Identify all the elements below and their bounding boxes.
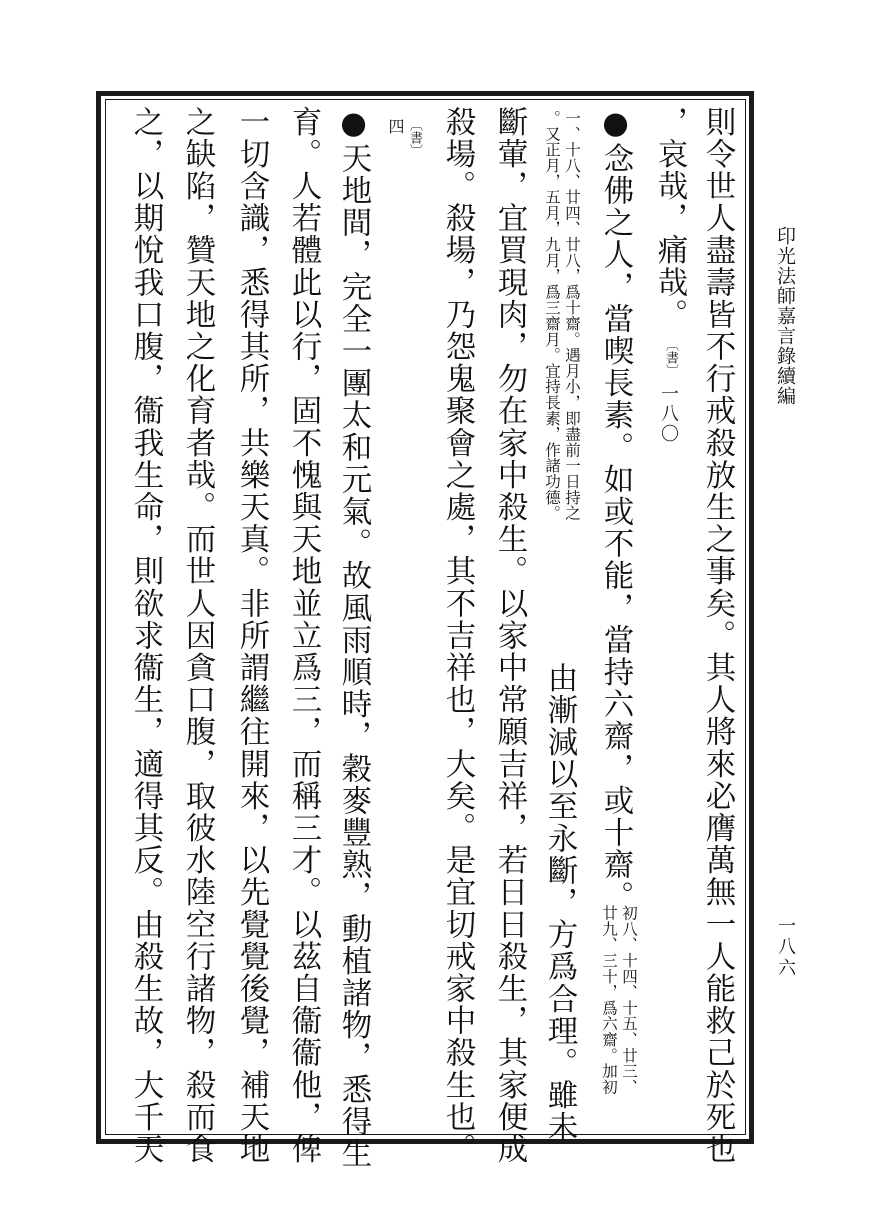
bullet-icon: ● [598,106,633,143]
bullet-icon: ● [336,106,371,143]
citation-ref-1: 〔書〕 [663,338,678,377]
running-head: 印光法師嘉言錄續編 [774,226,796,406]
annotation-3a: 初八、十四、十五、廿三、 [620,905,638,1095]
text-column-6: 殺場。殺場，乃怨鬼聚會之處，其不吉祥也，大矣。是宜切戒家中殺生也。 [440,106,475,1166]
text-column-5: 斷葷，宜買現肉，勿在家中殺生。以家中常願吉祥，若日日殺生，其家便成 [492,106,527,1166]
page-number: 一八六 [775,916,796,979]
text-column-2: ，哀哉，痛哉。 [652,106,687,331]
citation-ref-2: 〔書〕 [407,118,422,157]
text-column-1: 則令世人盡壽皆不行戒殺放生之事矣。其人將來必膺萬無一人能救己於死也 [700,106,735,1166]
text-column-4-main: 由漸減以至永斷，方爲合理。雖未 [542,662,577,1144]
text-column-8-main: 天地間，完全一團太和元氣。故風雨順時，穀麥豐熟，動植諸物，悉得生 [336,142,371,1170]
text-column-9: 育。人若體此以行，固不愧與天地並立爲三，而稱三才。以茲自衞衞他，俾 [286,106,321,1166]
annotation-4b: 。又正月，五月，九月，爲三齋月。宜持長素，作諸功德。 [543,110,561,521]
annotation-3b: 廿九、三十，爲六齋。加初 [600,905,618,1095]
text-column-3-main: 念佛之人，當喫長素。如或不能，當持六齋，或十齋。 [598,142,633,914]
text-column-3 [598,106,632,913]
text-column-12: 之，以期悅我口腹，衞我生命，則欲求衞生，適得其反。由殺生故，大千天 [128,106,163,1166]
citation-number-1: 一八〇 [658,384,679,444]
citation-number-2: 四 [386,118,405,134]
text-column-11: 之缺陷，贊天地之化育者哉。而世人因貪口腹，取彼水陸空行諸物，殺而食 [180,106,215,1166]
text-column-8 [336,106,370,1170]
text-column-10: 一切含識，悉得其所，共樂天真。非所謂繼往開來，以先覺覺後覺，補天地 [234,106,269,1166]
annotation-4a: 一、十八、廿四、廿八，爲十齋。遇月小，即盡前一日持之 [563,110,581,521]
